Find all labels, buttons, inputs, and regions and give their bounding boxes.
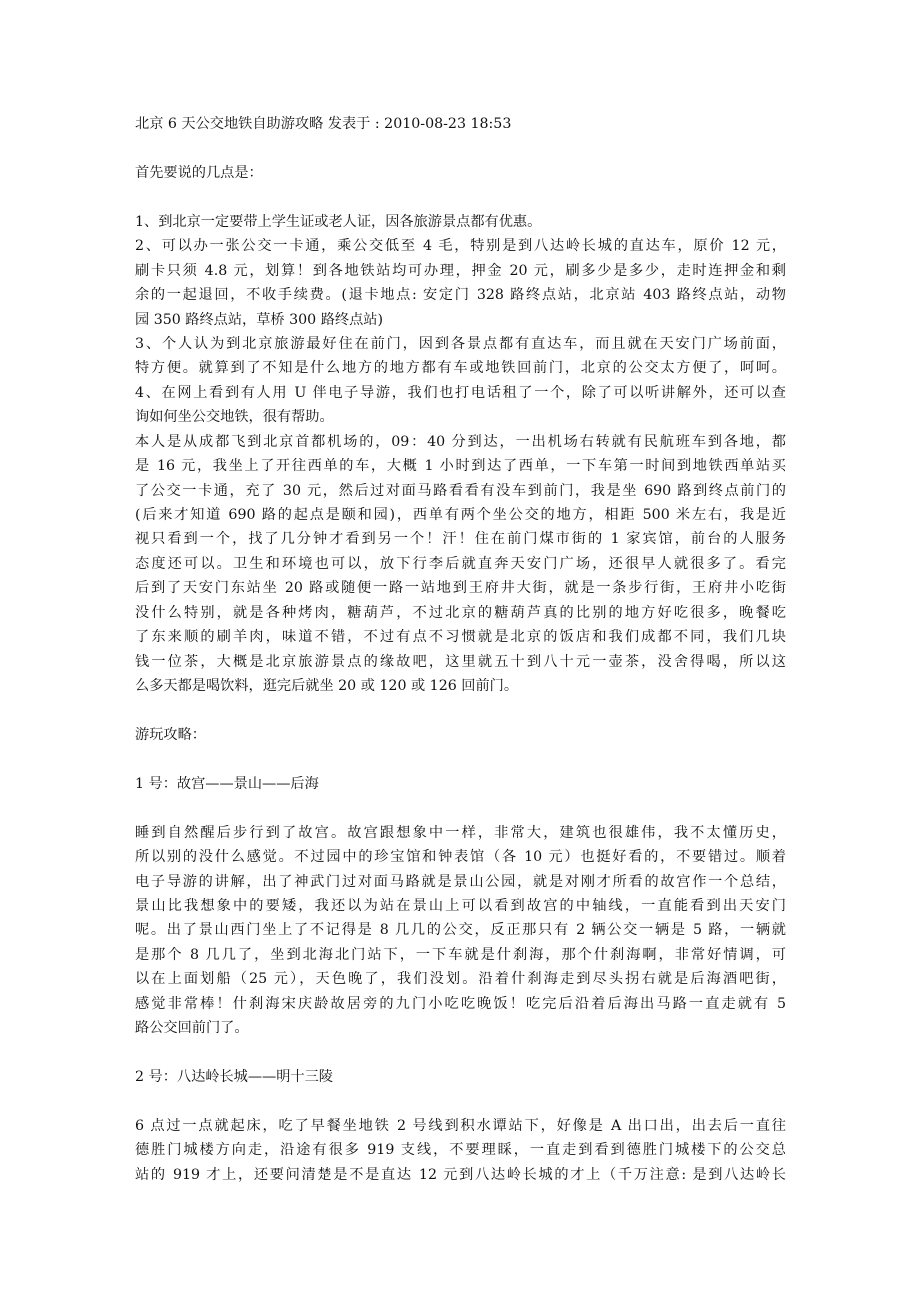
text-line: 首先要说的几点是：	[135, 164, 263, 181]
text-line: 以在上面划船（25 元），天色晚了，我们没划。沿着什刹海走到尽头拐右就是后海酒吧街，	[135, 971, 786, 988]
text-line: 1、到北京一定要带上学生证或老人证，因各旅游景点都有优惠。	[135, 213, 542, 230]
text-line: 感觉非常棒！什刹海宋庆龄故居旁的九门小吃吃晚饭！吃完后沿着后海出马路一直走就有 5	[135, 995, 786, 1012]
text-line: 是那个 8 几几了，坐到北海北门站下，一下车就是什刹海，那个什刹海啊，非常好情调，可	[135, 946, 786, 963]
text-line: 特方便。就算到了不知是什么地方的地方都有车或地铁回前门，北京的公交太方便了，呵呵。	[135, 360, 786, 377]
text-line: 后到了天安门东站坐 20 路或随便一路一站地到王府井大街，就是一条步行街，王府井小吃街	[135, 580, 786, 597]
blank-line	[135, 796, 786, 820]
blank-line	[135, 1090, 786, 1114]
text-line: 钱一位茶，大概是北京旅游景点的缘故吧，这里就五十到八十元一壶茶，没舍得喝，所以这	[135, 653, 786, 670]
document-title: 北京 6 天公交地铁自助游攻略 发表于 : 2010-08-23 18:53	[135, 116, 512, 132]
text-line: 1 号：故宫——景山——后海	[135, 775, 319, 792]
text-line: 景山比我想象中的要矮，我还以为站在景山上可以看到故宫的中轴线，一直能看到出天安门	[135, 898, 786, 914]
text-line: 本人是从成都飞到北京首都机场的，09：40 分到达，一出机场右转就有民航班车到各地，都	[135, 433, 786, 450]
text-line: (后来才知道 690 路的起点是颐和园)，西单有两个坐公交的地方，相距 500 米左右，我是近	[135, 507, 786, 523]
text-line: 2 号：八达岭长城——明十三陵	[135, 1069, 333, 1086]
text-line: 3、个人认为到北京旅游最好住在前门，因到各景点都有直达车，而且就在天安门广场前面，	[135, 335, 786, 352]
text-line: 游玩攻略：	[135, 726, 206, 743]
text-line: 没什么特别，就是各种烤肉，糖葫芦，不过北京的糖葫芦真的比别的地方好吃很多，晚餐吃	[135, 604, 786, 621]
text-line: 余的一起退回，不收手续费。(退卡地点: 安定门 328 路终点站，北京站 403 路终点站，动物	[135, 287, 786, 304]
text-line: 2、可以办一张公交一卡通，乘公交低至 4 毛，特别是到八达岭长城的直达车，原价 12 元，	[135, 238, 786, 255]
text-line: 刷卡只须 4.8 元，划算！到各地铁站均可办理，押金 20 元，刷多少是多少，走时连押金和剩	[135, 262, 786, 279]
text-line: 站的 919 才上，还要问清楚是不是直达 12 元到八达岭长城的才上（千万注意: 是到八达岭长	[135, 1166, 786, 1183]
blank-line	[135, 1041, 786, 1065]
blank-line	[135, 747, 786, 771]
text-line: 路公交回前门了。	[135, 1020, 249, 1037]
text-line: 德胜门城楼方向走，沿途有很多 919 支线，不要理睬，一直走到看到德胜门城楼下的公交总	[135, 1142, 786, 1159]
text-line: 了公交一卡通，充了 30 元，然后过对面马路看看有没车到前门，我是坐 690 路到终点前门的	[135, 482, 786, 499]
text-line: 么多天都是喝饮料，逛完后就坐 20 或 120 或 126 回前门。	[135, 678, 519, 695]
text-line: 是 16 元，我坐上了开往西单的车，大概 1 小时到达了西单，一下车第一时间到地铁西单站买	[135, 458, 786, 475]
document-body	[135, 112, 786, 1187]
blank-line	[135, 185, 786, 209]
text-line: 询如何坐公交地铁，很有帮助。	[135, 409, 334, 426]
text-line: 6 点过一点就起床，吃了早餐坐地铁 2 号线到积水谭站下，好像是 A 出口出，出去后一直往	[135, 1117, 786, 1134]
text-line: 睡到自然醒后步行到了故宫。故宫跟想象中一样，非常大，建筑也很雄伟，我不太懂历史，	[135, 824, 786, 841]
blank-line	[135, 136, 786, 160]
text-line: 视只看到一个，找了几分钟才看到另一个！汗！住在前门煤市街的 1 家宾馆，前台的人服务	[135, 531, 786, 548]
text-line: 态度还可以。卫生和环境也可以，放下行李后就直奔天安门广场，还很早人就很多了。看完	[135, 555, 786, 572]
text-line: 园 350 路终点站，草桥 300 路终点站)	[135, 311, 383, 328]
text-line: 呢。出了景山西门坐上了不记得是 8 几几的公交，反正那只有 2 辆公交一辆是 5 路，一辆就	[135, 922, 786, 939]
text-line: 电子导游的讲解，出了神武门过对面马路就是景山公园，就是对刚才所看的故宫作一个总结，	[135, 873, 786, 890]
text-line: 了东来顺的刷羊肉，味道不错，不过有点不习惯就是北京的饭店和我们成都不同，我们几块	[135, 629, 786, 646]
text-line: 所以别的没什么感觉。不过园中的珍宝馆和钟表馆（各 10 元）也挺好看的，不要错过。顺着	[135, 849, 786, 866]
blank-line	[135, 699, 786, 723]
text-line: 4、在网上看到有人用 U 伴电子导游，我们也打电话租了一个，除了可以听讲解外，还可以查	[135, 384, 786, 401]
